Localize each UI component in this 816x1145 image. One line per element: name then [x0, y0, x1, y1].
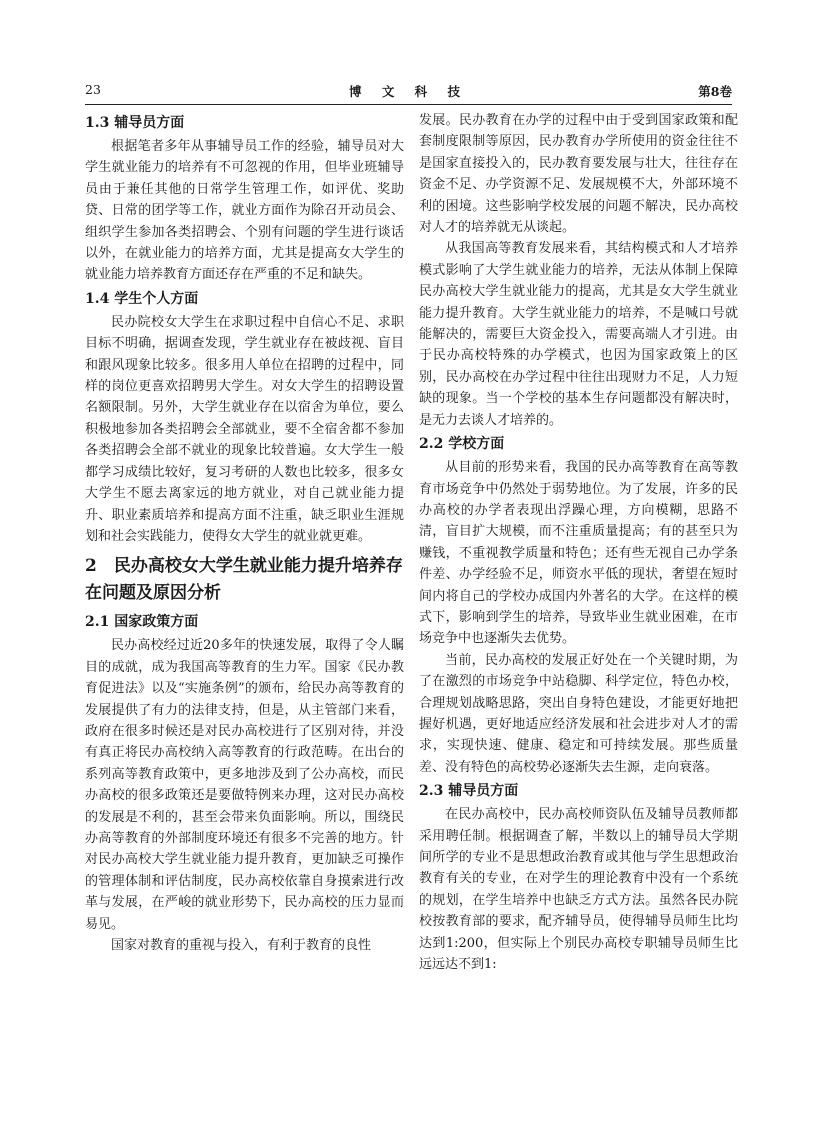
page-number: 23 [85, 82, 101, 97]
left-column [85, 110, 404, 956]
subsection-heading: 2.1 国家政策方面 [85, 614, 199, 631]
body-paragraph: 从目前的形势来看，我国的民办高等教育在高等教育市场竞争中仍然处于弱势地位。为了发展，许多的民办高校的办学者表现出浮躁心理，方向模糊，思路不清，盲目扩大规模，而不注重质量提高；有的甚至只为赚钱，不重视教学质量和特色；还有些无视自己办学条件差、办学经验不足，师资水平低的现状，奢望在短时间内将自己的学校办成国内外著名的大学。在这样的模式下，影响到学生的培养，导致毕业生就业困难，在市场竞争中也逐渐失去优势。 [419, 460, 738, 647]
volume-label: 第8卷 [698, 84, 732, 99]
subsection-heading: 2.2 学校方面 [419, 436, 505, 453]
body-paragraph: 根据笔者多年从事辅导员工作的经验，辅导员对大学生就业能力的培养有不可忽视的作用，但毕业班辅导员由于兼任其他的日常学生管理工作，如评优、奖助贷、日常的团学等工作，就业方面作为除召开动员会、组织学生参加各类招聘会、个别有问题的学生进行谈话以外，在就业能力的培养方面，尤其是提高女大学生的就业能力培养教育方面还存在严重的不足和缺失。 [85, 139, 404, 283]
header-rule [85, 104, 732, 105]
running-header [85, 80, 732, 100]
section-heading: 2 民办高校女大学生就业能力提升培养存在问题及原因分析 [85, 556, 403, 604]
body-paragraph: 发展。民办教育在办学的过程中由于受到国家政策和配套制度限制等原因，民办教育办学所使用的资金往往不是国家直接投入的，民办教育要发展与壮大，往往存在资金不足、办学资源不足、发展规模不大，外部环境不利的困境。这些影响学校发展的问题不解决，民办高校对人才的培养就无从谈起。 [419, 113, 738, 236]
body-paragraph: 民办高校经过近20多年的快速发展，取得了令人瞩目的成就，成为我国高等教育的生力军。国家《民办教育促进法》以及“实施条例”的颁布，给民办高等教育的发展提供了有力的法律支持，但是，从主管部门来看，政府在很多时候还是对民办高校进行了区别对待，并没有真正将民办高校纳入高等教育的行政范畴。在出台的系列高等教育政策中，更多地涉及到了公办高校，而民办高校的很多政策还是要做特例来办理，这对民办高校的发展是不利的，甚至会带来负面影响。所以，围绕民办高等教育的外部制度环境还有很多不完善的地方。针对民办高校大学生就业能力提升教育，更加缺乏可操作的管理体制和评估制度，民办高校依靠自身摸索进行改革与发展，在严峻的就业形势下，民办高校的压力显而易见。 [85, 638, 404, 932]
body-paragraph: 当前，民办高校的发展正好处在一个关键时期，为了在激烈的市场竞争中站稳脚、科学定位，特色办校，合理规划战略思路，突出自身特色建设，才能更好地把握好机遇，更好地适应经济发展和社会进步对人才的需求，实现快速、健康、稳定和可持续发展。那些质量差、没有特色的高校势必逐渐失去生源，走向衰落。 [419, 652, 738, 775]
body-paragraph: 民办院校女大学生在求职过程中自信心不足、求职目标不明确，据调查发现，学生就业存在被歧视、盲目和跟风现象比较多。很多用人单位在招聘的过程中，同样的岗位更喜欢招聘男大学生。对女大学生的招聘设置名额限制。另外，大学生就业存在以宿舍为单位，要么积极地参加各类招聘会全部就业，要不全宿舍都不参加各类招聘会全部不就业的现象比较普遍。女大学生一般都学习成绩比较好，复习考研的人数也比较多，很多女大学生不愿去离家远的地方就业，对自己就业能力提升、职业素质培养和提高方面不注重，缺乏职业生涯规划和社会实践能力，使得女大学生的就业就更难。 [85, 314, 404, 544]
subsection-heading: 1.3 辅导员方面 [85, 115, 185, 131]
right-column [419, 110, 738, 975]
subsection-heading: 1.4 学生个人方面 [85, 290, 199, 307]
subsection-heading: 2.3 辅导员方面 [419, 783, 519, 800]
body-paragraph: 从我国高等教育发展来看，其结构模式和人才培养模式影响了大学生就业能力的培养，无法从体制上保障民办高校大学生就业能力的提高，尤其是女大学生就业能力提升教育。大学生就业能力的培养，不是喊口号就能解决的，需要巨大资金投入，需要高端人才引进。由于民办高校特殊的办学模式，也因为国家政策上的区别，民办高校在办学过程中往往出现财力不足，人力短缺的现象。当一个学校的基本生存问题都没有解决时，是无力去谈人才培养的。 [419, 241, 738, 428]
body-paragraph: 在民办高校中，民办高校师资队伍及辅导员教师都采用聘任制。根据调查了解，半数以上的辅导员大学期间所学的专业不是思想政治教育或其他与学生思想政治教育有关的专业，在对学生的理论教育中没有一个系统的规划，在学生培养中也缺乏方式方法。虽然各民办院校按教育部的要求，配齐辅导员，使得辅导员师生比均达到1:200，但实际上个别民办高校专职辅导员师生比远远达不到1: [419, 807, 738, 973]
body-paragraph: 国家对教育的重视与投入，有利于教育的良性 [111, 938, 372, 953]
journal-title: 博 文 科 技 [348, 84, 469, 99]
